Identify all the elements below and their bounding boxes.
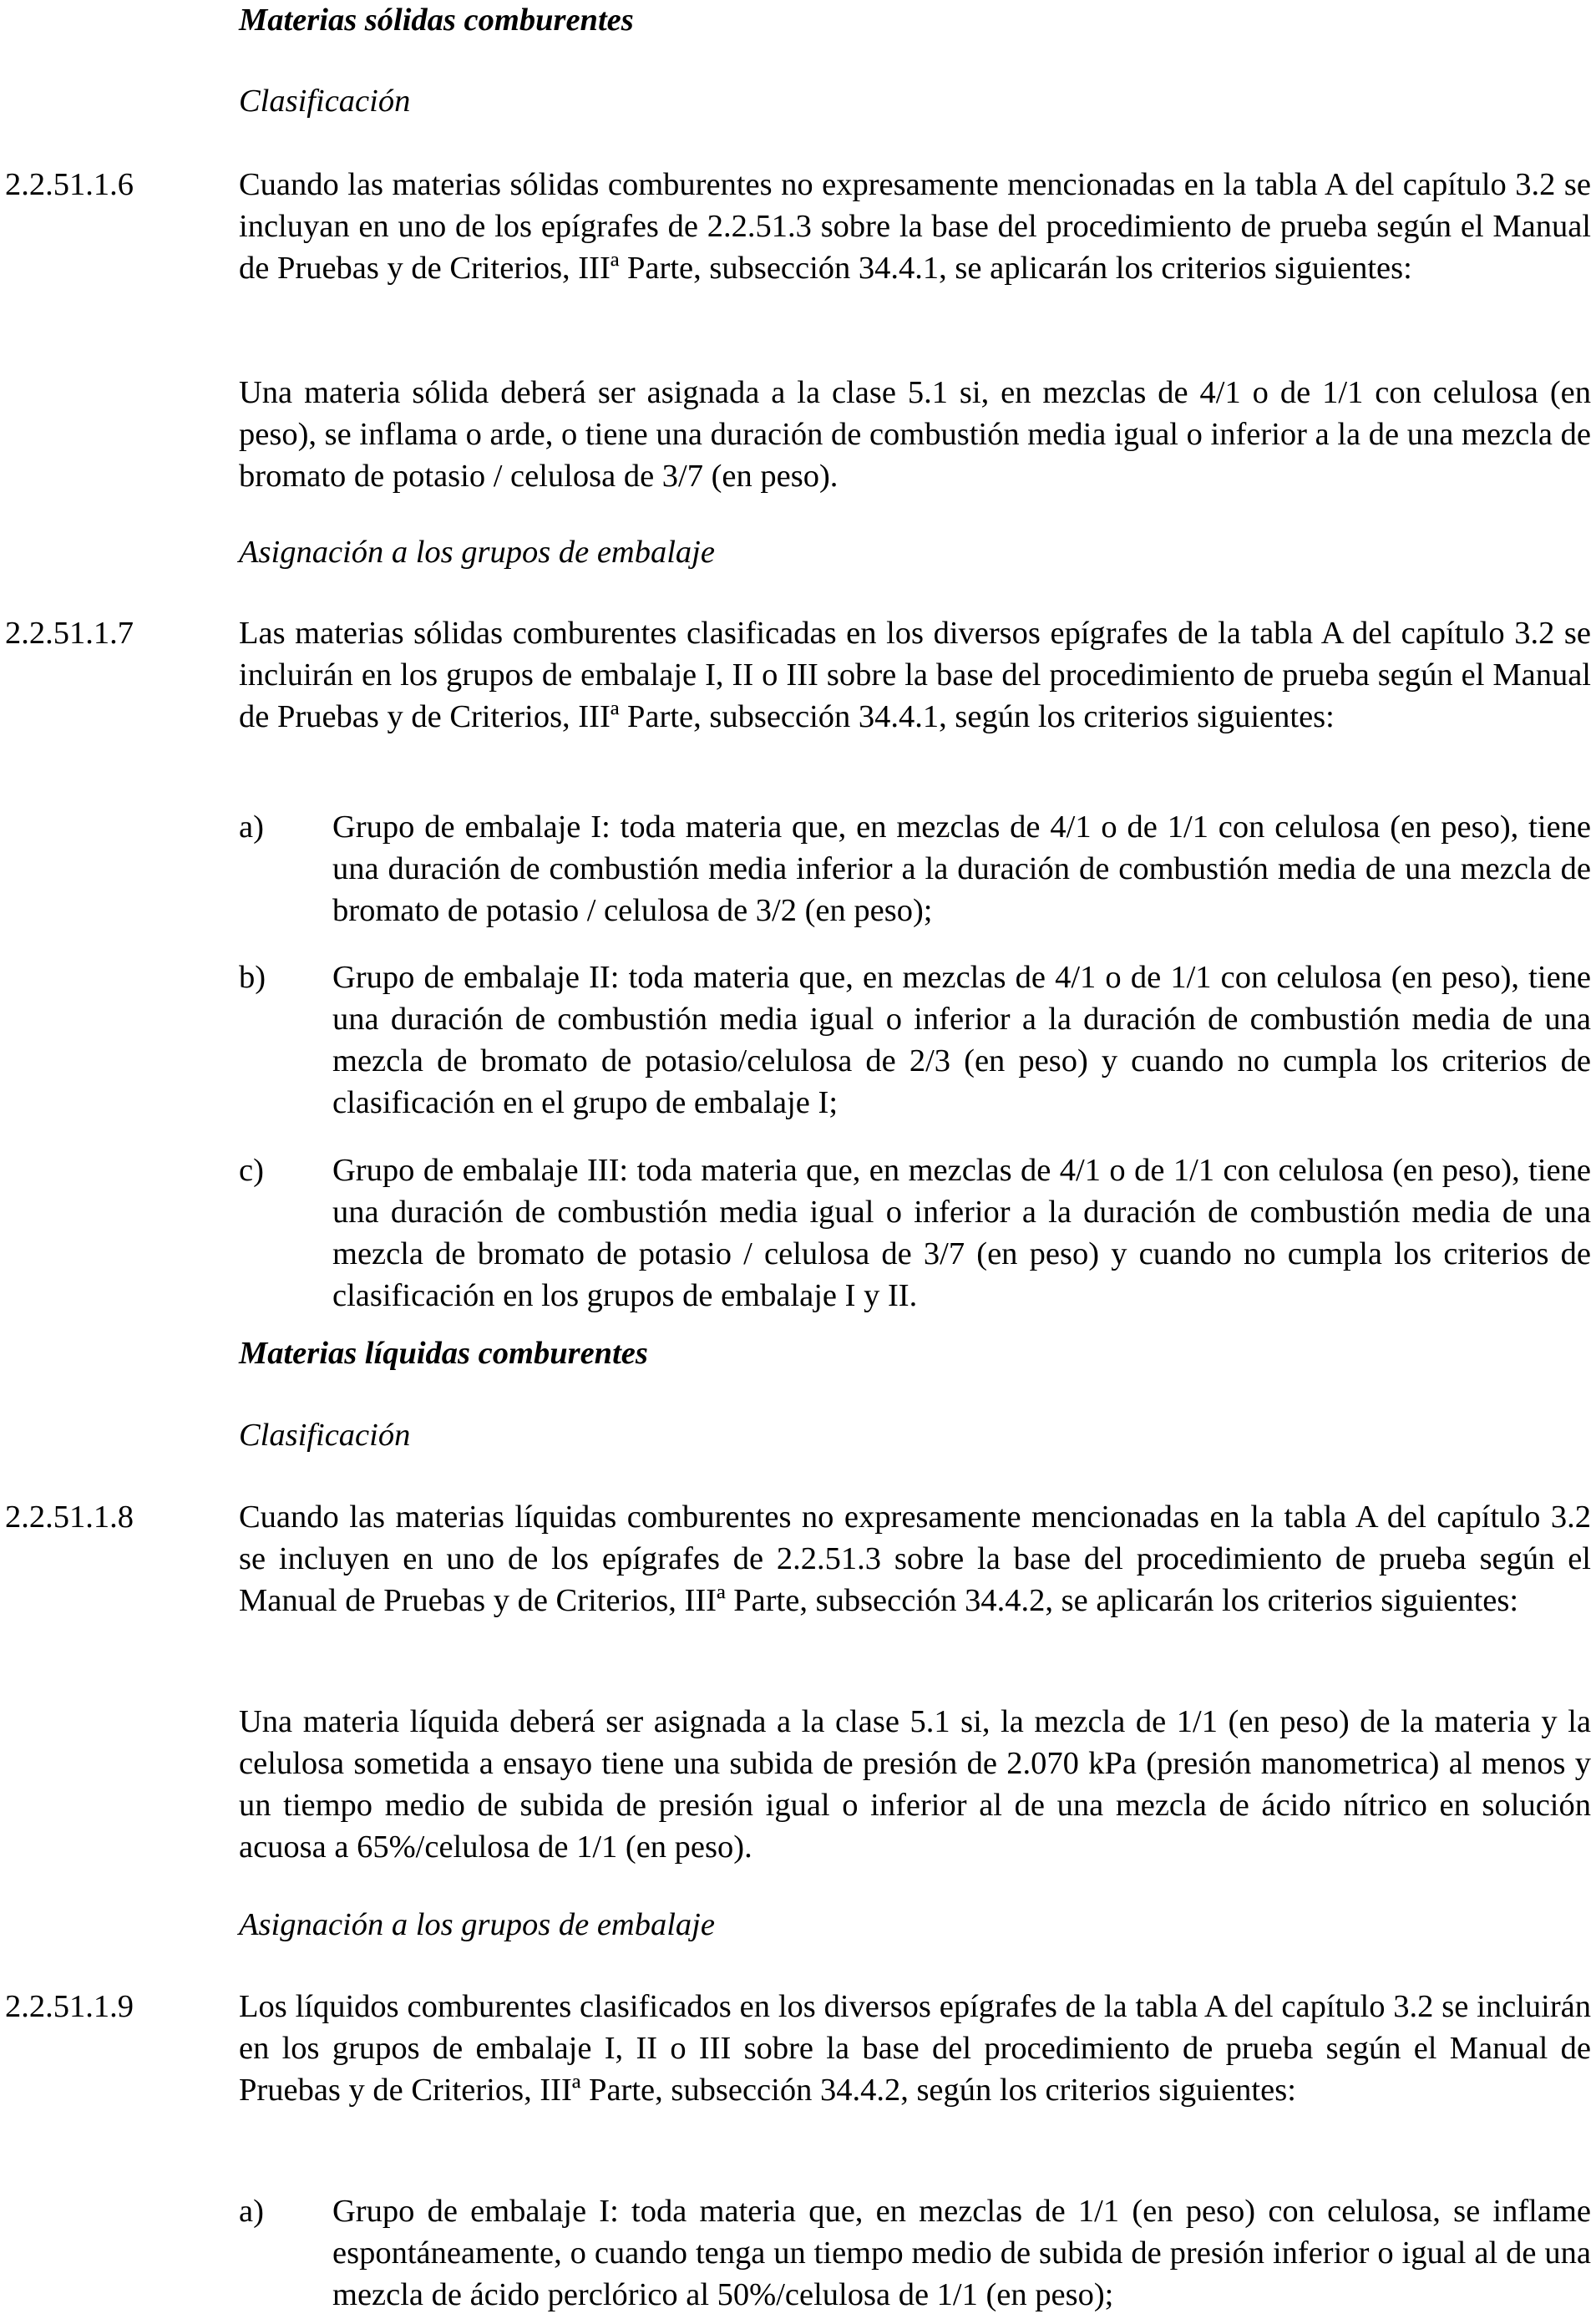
criterion-text-8: Una materia líquida deberá ser asignada a la clase 5.1 si, la mezcla de 1/1 (en peso) de la materia y la celulosa sometida a ensayo tiene una subida de presión de 2.070 kPa (presión manometrica) al menos y un tiempo medio de subida de presión igual o inferior al de una mezcla de ácido nítrico en solución acuosa a 65%/celulosa de 1/1 (en peso). [239,1704,1591,1865]
section-heading-liquid: Materias líquidas comburentes [239,1336,648,1371]
subheading-clasificacion-solid: Clasificación [239,84,411,119]
list-item-label: a) [239,809,264,845]
subheading-asignacion-liquid: Asignación a los grupos de embalaje [239,1907,715,1942]
paragraph-number-6: 2.2.51.1.6 [5,167,134,202]
list-item-text: Grupo de embalaje III: toda materia que, en mezclas de 4/1 o de 1/1 con celulosa (en peso), tiene una duración de combustión media igual o inferior a la duración de combustión media de una mezcla de bromato de potasio / celulosa de 3/7 (en peso) y cuando no cumpla los criterios de clasificación en los grupos de embalaje I y II. [332,1153,1591,1313]
paragraph-text-6: Cuando las materias sólidas comburentes no expresamente mencionadas en la tabla A del capítulo 3.2 se incluyan en uno de los epígrafes de 2.2.51.3 sobre la base del procedimiento de prueba según el Manual de Pruebas y de Criterios, IIIª Parte, subsección 34.4.1, se aplicarán los criterios siguientes: [239,167,1591,286]
list-item-text: Grupo de embalaje II: toda materia que, en mezclas de 4/1 o de 1/1 con celulosa (en peso), tiene una duración de combustión media igual o inferior a la duración de combustión media de una mezcla de bromato de potasio/celulosa de 2/3 (en peso) y cuando no cumpla los criterios de clasificación en el grupo de embalaje I; [332,960,1591,1120]
list-item-label: a) [239,2194,264,2229]
paragraph-number-7: 2.2.51.1.7 [5,616,134,651]
criterion-text-6: Una materia sólida deberá ser asignada a la clase 5.1 si, en mezclas de 4/1 o de 1/1 con celulosa (en peso), se inflama o arde, o tiene una duración de combustión media igual o inferior a la de una mezcla de bromato de potasio / celulosa de 3/7 (en peso). [239,375,1591,494]
subheading-asignacion-solid: Asignación a los grupos de embalaje [239,535,715,570]
subheading-clasificacion-liquid: Clasificación [239,1418,411,1453]
paragraph-text-9: Los líquidos comburentes clasificados en los diversos epígrafes de la tabla A del capítulo 3.2 se incluirán en los grupos de embalaje I, II o III sobre la base del procedimiento de prueba según el Manual de Pruebas y de Criterios, IIIª Parte, subsección 34.4.2, según los criterios siguientes: [239,1989,1591,2108]
list-item-label: c) [239,1153,264,1188]
paragraph-text-8: Cuando las materias líquidas comburentes no expresamente mencionadas en la tabla A del capítulo 3.2 se incluyen en uno de los epígrafes de 2.2.51.3 sobre la base del procedimiento de prueba según el Manual de Pruebas y de Criterios, IIIª Parte, subsección 34.4.2, se aplicarán los criterios siguientes: [239,1499,1591,1618]
paragraph-text-7: Las materias sólidas comburentes clasificadas en los diversos epígrafes de la tabla A del capítulo 3.2 se incluirán en los grupos de embalaje I, II o III sobre la base del procedimiento de prueba según el Manual de Pruebas y de Criterios, IIIª Parte, subsección 34.4.1, según los criterios siguientes: [239,616,1591,734]
section-heading-solid: Materias sólidas comburentes [239,3,634,38]
paragraph-number-9: 2.2.51.1.9 [5,1989,134,2024]
paragraph-number-8: 2.2.51.1.8 [5,1499,134,1535]
list-item-text: Grupo de embalaje I: toda materia que, en mezclas de 1/1 (en peso) con celulosa, se inflame espontáneamente, o cuando tenga un tiempo medio de subida de presión inferior o igual al de una mezcla de ácido perclórico al 50%/celulosa de 1/1 (en peso); [332,2194,1591,2312]
list-item-label: b) [239,960,266,995]
list-item-text: Grupo de embalaje I: toda materia que, en mezclas de 4/1 o de 1/1 con celulosa (en peso), tiene una duración de combustión media inferior a la duración de combustión media de una mezcla de bromato de potasio / celulosa de 3/2 (en peso); [332,809,1591,928]
